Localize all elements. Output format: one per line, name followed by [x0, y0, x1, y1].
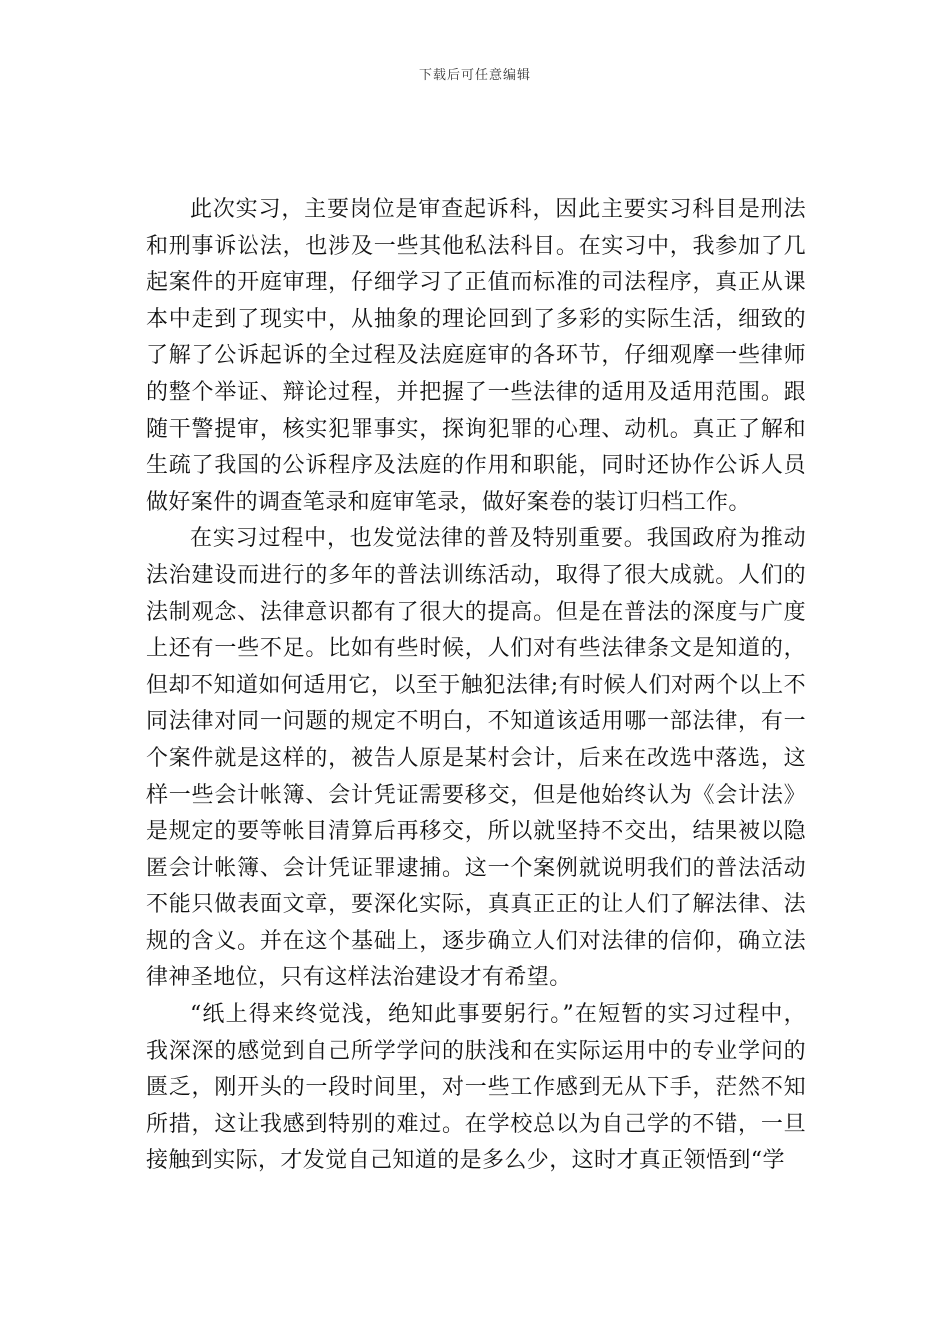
paragraph-1: 此次实习，主要岗位是审查起诉科，因此主要实习科目是刑法和刑事诉讼法，也涉及一些其他私法科目。在实习中，我参加了几起案件的开庭审理，仔细学习了正值而标准的司法程序，真正从课本中走到了现实中，从抽象的理论回到了多彩的实际生活，细致的了解了公诉起诉的全过程及法庭庭审的各环节，仔细观摩一些律师的整个举证、辩论过程，并把握了一些法律的适用及适用范围。跟随干警提审，核实犯罪事实，探询犯罪的心理、动机。真正了解和生疏了我国的公诉程序及法庭的作用和职能，同时还协作公诉人员做好案件的调查笔录和庭审笔录，做好案卷的装订归档工作。: [146, 197, 806, 515]
document-body: [146, 192, 806, 1180]
paragraph-2: 在实习过程中，也发觉法律的普及特别重要。我国政府为推动法治建设而进行的多年的普法训练活动，取得了很大成就。人们的法制观念、法律意识都有了很大的提高。但是在普法的深度与广度上还有一些不足。比如有些时候，人们对有些法律条文是知道的，但却不知道如何适用它，以至于触犯法律;有时候人们对两个以上不同法律对同一问题的规定不明白，不知道该适用哪一部法律，有一个案件就是这样的，被告人原是某村会计，后来在改选中落选，这样一些会计帐簿、会计凭证需要移交，但是他始终认为《会计法》是规定的要等帐目清算后再移交，所以就坚持不交出，结果被以隐匿会计帐簿、会计凭证罪逮捕。这一个案例就说明我们的普法活动不能只做表面文章，要深化实际，真真正正的让人们了解法律、法规的含义。并在这个基础上，逐步确立人们对法律的信仰，确立法律神圣地位，只有这样法治建设才有希望。: [146, 526, 806, 991]
page-header: 下载后可任意编辑: [418, 68, 531, 83]
paragraph-3: “纸上得来终觉浅，绝知此事要躬行。”在短暂的实习过程中，我深深的感觉到自己所学学问的肤浅和在实际运用中的专业学问的匮乏，刚开头的一段时间里，对一些工作感到无从下手，茫然不知所措，这让我感到特别的难过。在学校总以为自己学的不错，一旦接触到实际，才发觉自己知道的是多么少，这时才真正领悟到“学: [146, 1002, 806, 1174]
